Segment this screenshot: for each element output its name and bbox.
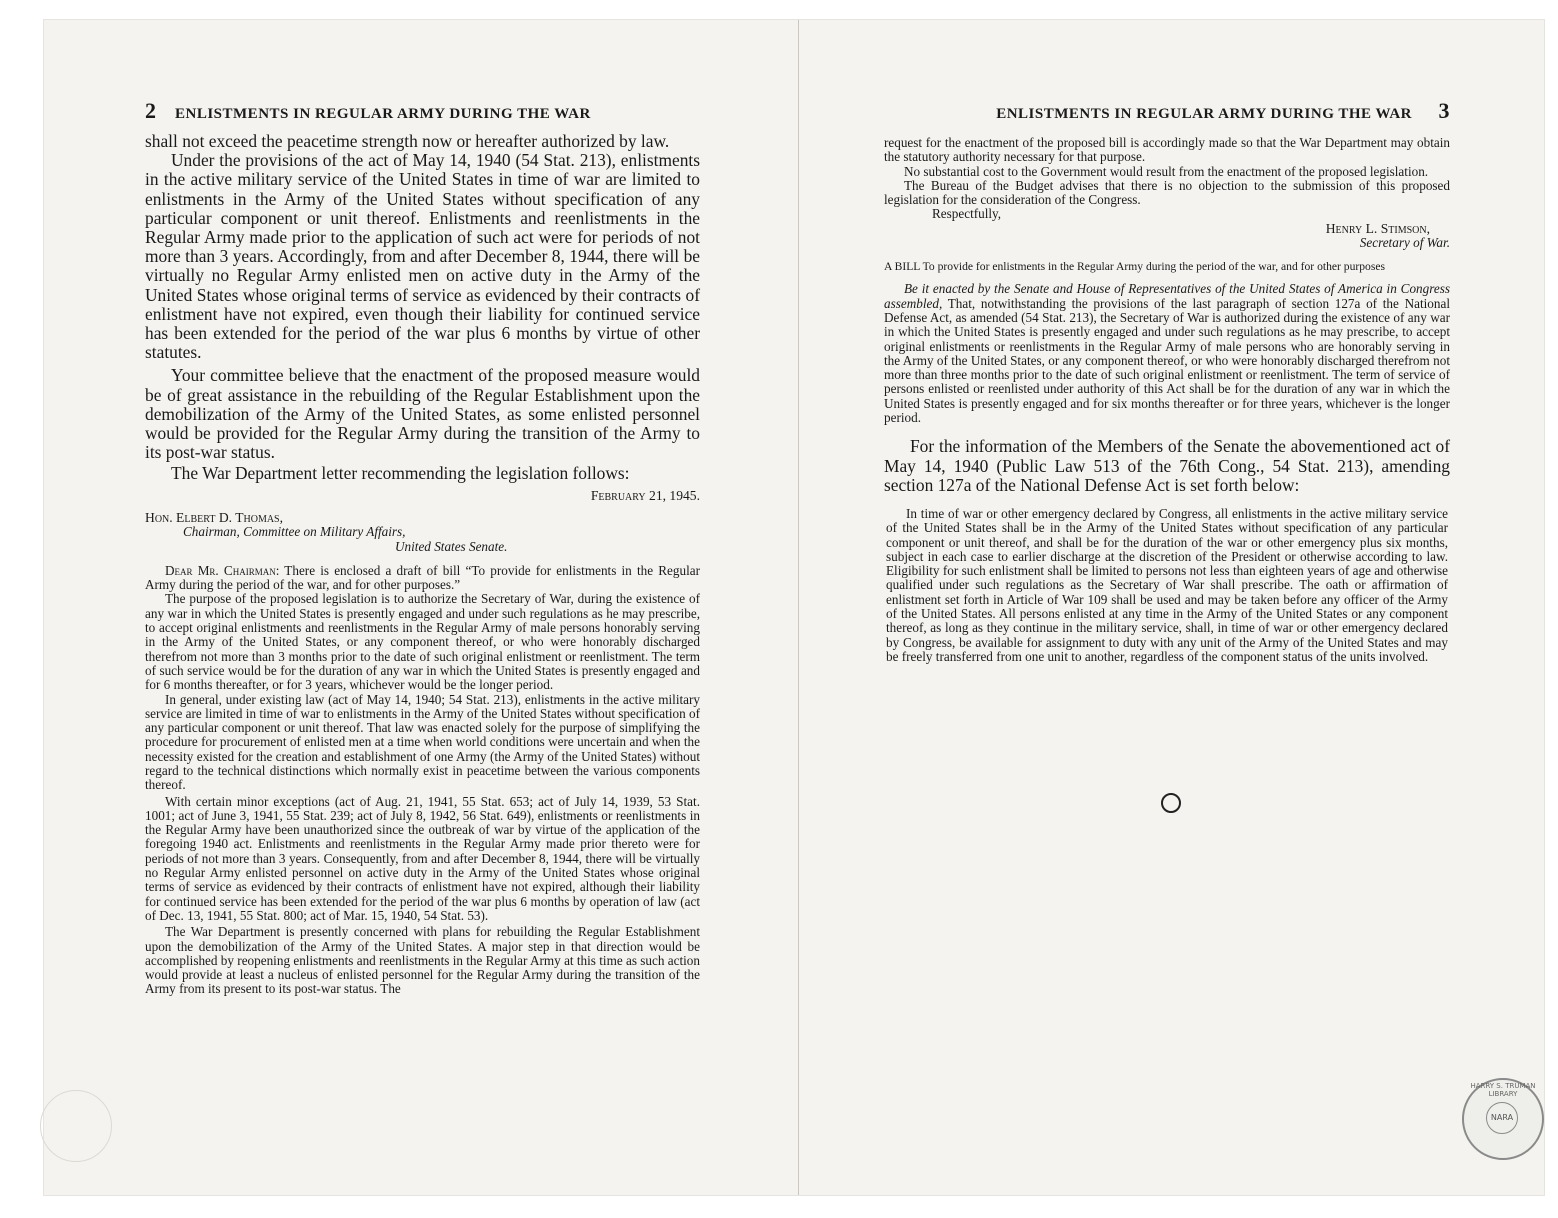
left-page-number: 2 bbox=[145, 98, 157, 123]
letter-paragraph: There is enclosed a draft of bill “To provide for enlistments in the Regular Army during the period of the war, and for other purposes.” bbox=[145, 562, 700, 593]
left-paragraph: Under the provisions of the act of May 14, 1940 (54 Stat. 213), enlistments in the active military service of the United States in time of war are limited to enlistments in the Army of the United States without specification of any particular component or unit thereof. Enlistments and reenlistments in the Regular Army made prior to the application of such act were for periods of not more than 3 years. Accordingly, from and after December 8, 1944, there will be virtually no Regular Army enlisted men on active duty in the Army of the United States whose original terms of service as evidenced by their contracts of enlistment have not expired, even though their liability for continued service has been extended for the period of the war plus 6 months by virtue of other statutes. bbox=[145, 150, 700, 363]
signer-title: Secretary of War. bbox=[1359, 235, 1450, 251]
left-paragraph: The War Department letter recommending the legislation follows: bbox=[171, 463, 630, 484]
left-running-head bbox=[145, 98, 700, 128]
letter-paragraph: The War Department is presently concerned with plans for rebuilding the Regular Establishment upon the demobilization of the Army of the United States. A major step in that direction would be accomplished by reopening enlistments and reenlistments in the Regular Army at this time as such action would provide at least a nucleus of enlisted personnel for the Regular Army during the transition of the Army from its present to its post-war status. The bbox=[145, 924, 700, 997]
letter-continuation: request for the enactment of the proposed bill is accordingly made so that the War Department may obtain the statutory authority necessary for that purpose. bbox=[884, 135, 1450, 165]
letter-paragraph: The purpose of the proposed legislation is to authorize the Secretary of War, during the existence of any war in which the United States is presently engaged and under such regulations as he may prescribe, to accept original enlistments and reenlistments in the Regular Army of male persons honorably serving in the Army of the United States, or any component thereof, or who were honorably discharged therefrom not more than 3 months prior to the date of such original enlistment or reenlistment. The term of such service would be for the duration of any war in which the United States is presently engaged and for 6 months thereafter, or for 3 years, whichever would be the longer period. bbox=[145, 591, 700, 693]
end-mark-icon bbox=[1161, 793, 1181, 813]
right-running-head bbox=[930, 98, 1450, 128]
stamp-center-text: NARA bbox=[1486, 1102, 1518, 1134]
statute-text: In time of war or other emergency declared by Congress, all enlistments in the active military service of the United States shall be in the Army of the United States without specification of any particular component or unit thereof, and shall be for the duration of the war or other emergency plus six months, subject in each case to earlier discharge at the discretion of the President or otherwise according to law. Eligibility for such enlistment shall be limited to persons not less than eighteen years of age and otherwise qualified under such regulations as the Secretary of War shall prescribe. The oath or affirmation of enlistment set forth in Article of War 109 shall be used and may be taken before any officer of the Army of the United States. All persons enlisted at any time in the Army of the United States or any component thereof, as long as they continue in the military service, shall, in time of war or other emergency declared by Congress, be available for assignment to duty with any unit of the Army of the United States and may be freely transferred from one unit to another, regardless of the component status of the units involved. bbox=[886, 505, 1448, 664]
library-stamp bbox=[1462, 1078, 1544, 1160]
left-page-body bbox=[145, 132, 700, 997]
signer-name: Henry L. Stimson, bbox=[1325, 220, 1430, 236]
letter-date: February 21, 1945. bbox=[590, 487, 700, 503]
right-page-body bbox=[884, 136, 1450, 664]
stamp-ring-text: HARRY S. TRUMAN LIBRARY bbox=[1470, 1082, 1536, 1098]
left-paragraph: shall not exceed the peacetime strength now or hereafter authorized by law. bbox=[145, 131, 670, 151]
bill-enacting-clause: Be it enacted by the Senate and House of Representatives of the United States of America in Congress assembled, bbox=[884, 281, 1450, 311]
left-paragraph: Your committee believe that the enactment of the proposed measure would be of great assistance in the rebuilding of the Regular Establishment upon the demobilization of the Army of the United States, as some enlisted personnel would be provided for the Regular Army during the transition of the Army to its post-war status. bbox=[145, 365, 700, 463]
letter-addressee-name: Hon. Elbert D. Thomas, bbox=[145, 509, 284, 525]
page-gutter bbox=[798, 20, 799, 1195]
letter-closing: Respectfully, bbox=[932, 206, 1002, 222]
bill-title: A BILL To provide for enlistments in the Regular Army during the period of the war, and for other purposes bbox=[884, 260, 1386, 274]
left-running-title: ENLISTMENTS IN REGULAR ARMY DURING THE WAR bbox=[175, 106, 591, 122]
letter-salutation: Dear Mr. Chairman: bbox=[165, 562, 280, 578]
right-page-number: 3 bbox=[1438, 98, 1450, 123]
info-paragraph: For the information of the Members of the Senate the abovementioned act of May 14, 1940 (Public Law 513 of the 76th Cong., 54 Stat. 213), amending section 127a of the National Defense Act is set forth below: bbox=[884, 436, 1450, 495]
faint-stamp-mark bbox=[40, 1090, 112, 1162]
letter-paragraph: In general, under existing law (act of May 14, 1940; 54 Stat. 213), enlistments in the active military service are limited in time of war to enlistments in the Army of the United States without specification of any particular component or unit thereof. That law was enacted solely for the purpose of simplifying the procedure for procurement of enlisted men at a time when world conditions were uncertain and when the necessity existed for the creation and establishment of one Army (the Army of the United States) without regard to the technical distinctions which normally exist in peacetime between the various components thereof. bbox=[145, 691, 700, 793]
bill-body: That, notwithstanding the provisions of the last paragraph of section 127a of the National Defense Act, as amended (54 Stat. 213), the Secretary of War is authorized during the existence of any war in which the United States is presently engaged and under such regulations as he may prescribe, to accept original enlistments or reenlistments in the Regular Army of male persons who are honorably serving in the Army of the United States, or any component thereof, or who were honorably discharged therefrom not more than three months prior to the date of such original enlistment or reenlistment. The term of service of persons enlisted or reenlisted under authority of this Act shall be for the duration of any war in which the United States is presently engaged and for six months thereafter or for three years, whichever is the longer period. bbox=[884, 295, 1450, 426]
letter-continuation: The Bureau of the Budget advises that there is no objection to the submission of this proposed legislation for the consideration of the Congress. bbox=[884, 177, 1450, 208]
letter-continuation: No substantial cost to the Government would result from the enactment of the proposed legislation. bbox=[904, 163, 1429, 179]
letter-addressee-title: Chairman, Committee on Military Affairs, bbox=[183, 524, 406, 540]
letter-paragraph: With certain minor exceptions (act of Aug. 21, 1941, 55 Stat. 653; act of July 14, 1939, 53 Stat. 1001; act of June 3, 1941, 55 Stat. 239; act of July 8, 1942, 56 Stat. 649), enlistments or reenlistments in the Regular Army have been unauthorized since the outbreak of war by virtue of the application of the foregoing 1940 act. Enlistments and reenlistments in the Regular Army made prior thereto were for periods of not more than 3 years. Consequently, from and after December 8, 1944, there will be virtually no Regular Army enlisted personnel on active duty in the Army of the United States whose original terms of service as evidenced by their contracts of enlistment have not expired, although their liability for continued service has been extended for the period of the war plus 6 months by operation of law (act of Dec. 13, 1941, 55 Stat. 800; act of Mar. 15, 1940, 54 Stat. 53). bbox=[145, 793, 700, 923]
letter-addressee-body: United States Senate. bbox=[395, 538, 508, 554]
right-running-title: ENLISTMENTS IN REGULAR ARMY DURING THE WAR bbox=[996, 106, 1412, 122]
